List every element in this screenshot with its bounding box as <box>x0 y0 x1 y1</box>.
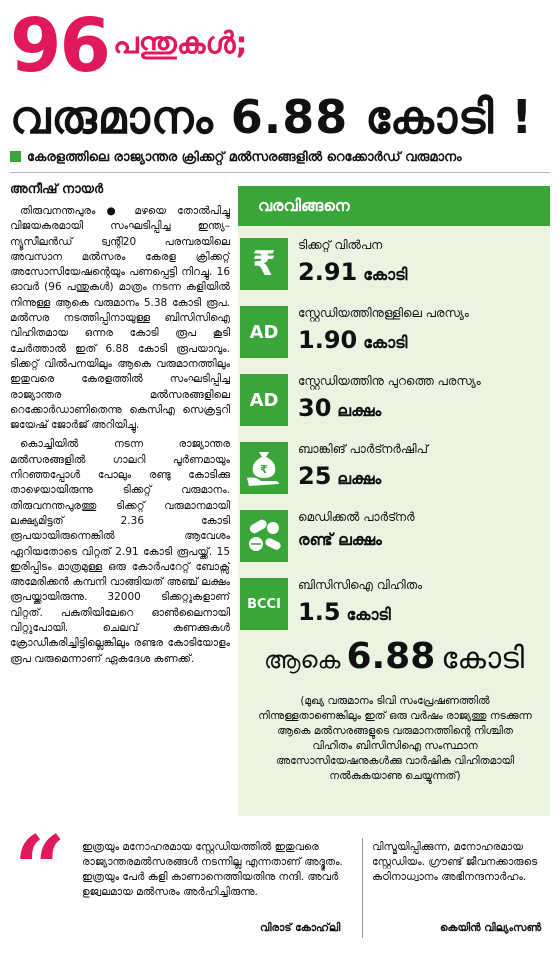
bcci-icon: BCCI <box>240 578 288 630</box>
quote-divider <box>362 838 363 938</box>
revenue-panel <box>238 186 550 816</box>
pills-icon <box>240 510 288 562</box>
item-unit: രണ്ട് ലക്ഷം <box>298 530 382 549</box>
item-value <box>298 394 381 422</box>
total-number: 6.88 <box>346 636 436 677</box>
quote-author: വിരാട് കോഹ്‌ലി <box>260 922 341 934</box>
revenue-item-stadium-ads <box>238 304 550 362</box>
item-unit: ലക്ഷം <box>337 401 382 420</box>
quote-author: കെയിൻ വില്യംസൺ <box>440 922 542 934</box>
ad-icon: AD <box>240 306 288 358</box>
article-body <box>10 204 230 814</box>
revenue-item-banking <box>238 440 550 498</box>
revenue-item-bcci <box>238 576 550 634</box>
item-unit: ലക്ഷം <box>337 469 382 488</box>
body-paragraph: തിരുവനന്തപുരം ● മഴയെ തോൽപിച്ചു വിജയകരമായി സംഘടിപ്പിച്ച ഇന്ത്യ–ന്യൂസീലൻഡ് ട്വന്റി20 പരമ്പരയിലെ അവസാന മൽസരം കേരള ക്രിക്കറ്റ് അസോസിയേഷന്റെയും പണപ്പെട്ടി നിറച്ചു. 16 ഓവർ (96 പന്തുകൾ) മാത്രം നടന്ന കളിയിൽ നിന്നുള്ള ആകെ വരുമാനം 5.38 കോടി രൂപ. മൽസര നടത്തിപ്പിനായുള്ള ബിസിസിഐ വിഹിതമായ ഒന്നര കോടി രൂപ കൂടി ചേർത്താൽ ഇത് 6.88 കോടി രൂപയാവും. ടിക്കറ്റ് വിൽപനയിലും ആകെ വരുമാനത്തിലും ഇതുവരെ കേരളത്തിൽ സംഘടിപ്പിച്ച രാജ്യാന്തര മൽസരങ്ങളിലെ റെക്കോർഡാണിതെന്നു കെസിഎ സെക്രട്ടറി ജയേഷ് ജോർജ് അറിയിച്ചു. <box>10 205 230 432</box>
item-value <box>298 530 382 550</box>
total-unit: കോടി <box>441 641 525 676</box>
green-square-icon <box>10 151 21 162</box>
revenue-item-medical <box>238 508 550 566</box>
item-unit: കോടി <box>363 333 408 352</box>
revenue-item-ticket <box>238 236 550 294</box>
money-bag-hand-icon <box>240 442 288 494</box>
item-value <box>298 462 381 490</box>
pills-icon <box>244 516 284 556</box>
subheading <box>10 150 550 165</box>
quote-kohli: ഇത്രയും മനോഹരമായ സ്റ്റേഡിയത്തിൽ ഇതുവരെ രാജ്യാന്തരമൽസരങ്ങൾ നടന്നില്ല എന്നതാണ് അദ്ഭുതം. ഇത്രയും പേർ കളി കാണാനെത്തിയതിനു നന്ദി. അവർ ഉജ്വലമായ മൽസരം അർഹിച്ചിരുന്നു. <box>82 841 343 898</box>
item-number: 25 <box>298 462 332 490</box>
panel-note: (മുഖ്യ വരുമാനം ടിവി സംപ്രേഷണത്തിൽ നിന്നുള്ളതാണെങ്കിലും ഇത് ഒരു വർഷം രാജ്യത്തു നടക്കുന്ന ആകെ മൽസരങ്ങളുടെ വരുമാനത്തിന്റെ നിശ്ചിത വിഹിതം ബിസിസിഐ സംസ്ഥാന അസോസിയേഷനുകൾക്കു വാർഷിക വിഹിതമായി നൽകുകയാണു ചെയ്യുന്നത്) <box>258 695 532 782</box>
panel-title: വരവിങ്ങനെ <box>238 186 550 226</box>
headline-rest: പന്തുകൾ; <box>112 26 248 61</box>
divider <box>10 172 550 173</box>
subheading-text: കേരളത്തിലെ രാജ്യാന്തര ക്രിക്കറ്റ് മൽസരങ്ങളിൽ റെക്കോർഡ് വരുമാനം <box>27 150 462 165</box>
item-unit: കോടി <box>363 265 408 284</box>
byline: അനീഷ് നായർ <box>10 182 104 197</box>
item-number: 2.91 <box>298 258 358 286</box>
item-value <box>298 326 407 354</box>
item-label: മെഡിക്കൽ പാർട്നർ <box>298 510 415 524</box>
item-label: സ്റ്റേഡിയത്തിനുള്ളിലെ പരസ്യം <box>298 306 469 320</box>
rupee-icon: ₹ <box>240 238 288 290</box>
revenue-item-outside-ads <box>238 372 550 430</box>
item-label: ബാങ്കിങ് പാർട്നർഷിപ് <box>298 442 428 456</box>
svg-text:₹: ₹ <box>260 463 268 476</box>
item-value <box>298 598 391 626</box>
money-bag-hand-icon <box>245 448 283 488</box>
quotes-section <box>10 816 550 950</box>
quote-mark-icon: “ <box>14 816 66 922</box>
ad-icon: AD <box>240 374 288 426</box>
body-paragraph: കൊച്ചിയിൽ നടന്ന രാജ്യാന്തര മൽസരങ്ങളിൽ ഗാലറി പൂർണമായും നിറഞ്ഞപ്പോൾ പോലും രണ്ടു കോടിക്കു താഴെയായിരുന്നു ടിക്കറ്റ് വരുമാനം. തിരുവനന്തപുരത്തു ടിക്കറ്റ് വരുമാനമായി ലക്ഷ്യമിട്ടത് 2.36 കോടി രൂപയായിരുന്നെങ്കിൽ ആവേശം ഏറിയതോടെ വിറ്റത് 2.91 കോടി രൂപയ്ക്ക്. 15 ഇരിപ്പിടം മാത്രമുള്ള ഒരു കോർപറേറ്റ് ബോക്സ് അമേരിക്കൻ കമ്പനി വാങ്ങിയത് അഞ്ച് ലക്ഷം രൂപയ്ക്കായിരുന്നു. 32000 ടിക്കറ്റുകളാണ് വിറ്റത്. പകുതിയിലേറെ ഓൺലൈനായി വിറ്റുപോയി. ചെലവ് കണക്കുകൾ ക്രോഡീകരിച്ചിട്ടില്ലെങ്കിലും രണ്ടര കോടിയോളം രൂപ വരുമെന്നാണ് ഏകദേശ കണക്ക്. <box>10 438 230 665</box>
quote-williamson: വിസ്മയിപ്പിക്കുന്ന, മനോഹരമായ സ്റ്റേഡിയം. ഗ്രൗണ്ട് ജീവനക്കാരുടെ കഠിനാധ്വാനം അഭിനന്ദനാർഹം. <box>372 841 538 883</box>
item-number: 1.5 <box>298 598 341 626</box>
headline-number: 96 <box>10 3 109 89</box>
item-label: സ്റ്റേഡിയത്തിനു പുറത്തെ പരസ്യം <box>298 374 481 388</box>
headline-line2: വരുമാനം 6.88 കോടി ! <box>10 90 534 144</box>
item-label: ബിസിസിഐ വിഹിതം <box>298 578 423 592</box>
item-unit: കോടി <box>346 605 391 624</box>
item-number: 1.90 <box>298 326 358 354</box>
item-number: 30 <box>298 394 332 422</box>
total-prefix: ആകെ <box>263 646 341 674</box>
headline-line1 <box>10 4 247 88</box>
item-label: ടിക്കറ്റ് വിൽപന <box>298 238 383 252</box>
total-revenue <box>238 636 550 686</box>
item-value <box>298 258 407 286</box>
